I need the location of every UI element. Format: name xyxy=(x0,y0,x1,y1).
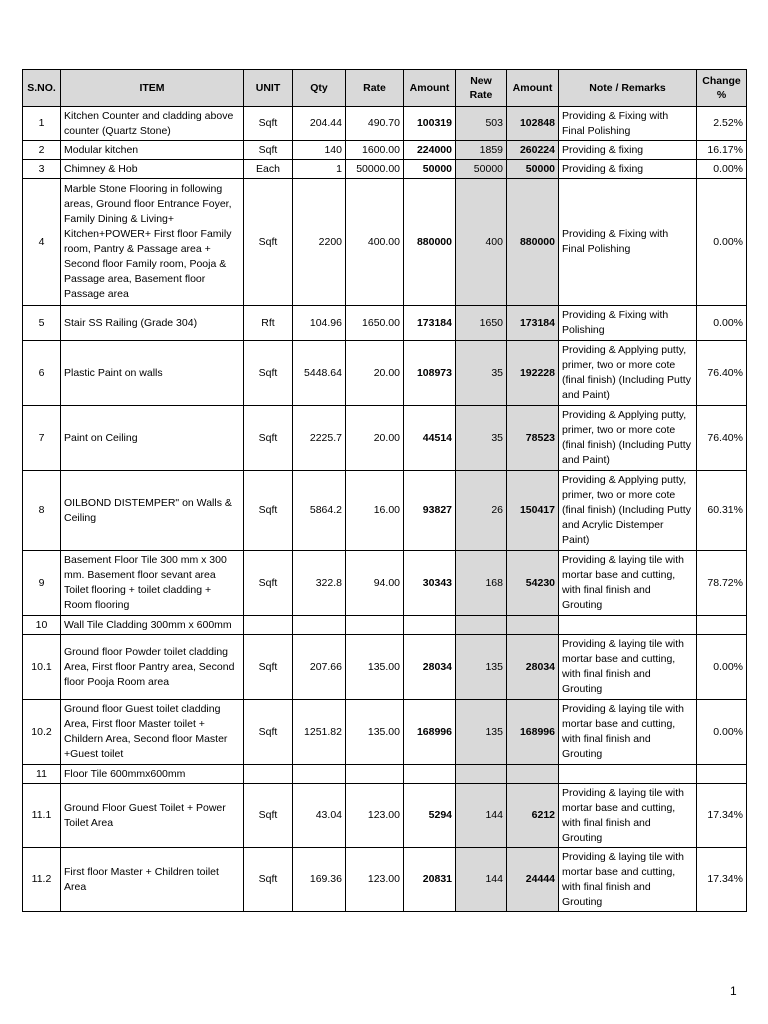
cell-sno: 4 xyxy=(23,179,61,306)
cell-rate: 123.00 xyxy=(346,784,404,848)
cell-unit: Sqft xyxy=(244,179,293,306)
cell-rate: 50000.00 xyxy=(346,160,404,179)
cell-item: Kitchen Counter and cladding above counter (Quartz Stone) xyxy=(61,107,244,141)
table-row xyxy=(23,107,747,141)
cell-new-rate xyxy=(456,765,507,784)
table-row xyxy=(23,179,747,306)
cell-change: 0.00% xyxy=(697,306,747,341)
cell-amount: 168996 xyxy=(404,700,456,765)
page-number: 1 xyxy=(730,984,737,998)
cell-change: 17.34% xyxy=(697,848,747,912)
cell-note: Providing & fixing xyxy=(559,141,697,160)
cell-change: 76.40% xyxy=(697,341,747,406)
cell-amount: 880000 xyxy=(404,179,456,306)
cell-rate: 1650.00 xyxy=(346,306,404,341)
cell-qty: 2200 xyxy=(293,179,346,306)
cell-change: 0.00% xyxy=(697,160,747,179)
cell-amount: 50000 xyxy=(404,160,456,179)
cell-unit: Sqft xyxy=(244,635,293,700)
cell-new-amount: 150417 xyxy=(507,471,559,551)
cell-rate: 20.00 xyxy=(346,406,404,471)
cell-unit: Sqft xyxy=(244,784,293,848)
cell-new-amount: 28034 xyxy=(507,635,559,700)
header-qty: Qty xyxy=(293,70,346,107)
cell-qty: 5448.64 xyxy=(293,341,346,406)
cell-sno: 2 xyxy=(23,141,61,160)
table-row xyxy=(23,635,747,700)
cell-rate xyxy=(346,616,404,635)
cell-new-rate: 144 xyxy=(456,784,507,848)
cell-change: 2.52% xyxy=(697,107,747,141)
cell-note: Providing & Applying putty, primer, two or more cote (final finish) (Including Putty and Paint) xyxy=(559,406,697,471)
cell-new-amount: 24444 xyxy=(507,848,559,912)
cell-note: Providing & Applying putty, primer, two or more cote (final finish) (Including Putty and Paint) xyxy=(559,341,697,406)
cell-rate: 490.70 xyxy=(346,107,404,141)
cell-unit: Sqft xyxy=(244,107,293,141)
cell-unit xyxy=(244,765,293,784)
cell-sno: 5 xyxy=(23,306,61,341)
cell-sno: 10.1 xyxy=(23,635,61,700)
cell-note: Providing & Fixing with Final Polishing xyxy=(559,107,697,141)
cell-amount: 20831 xyxy=(404,848,456,912)
table-row xyxy=(23,848,747,912)
cell-change: 16.17% xyxy=(697,141,747,160)
header-new-rate: New Rate xyxy=(456,70,507,107)
cell-note: Providing & laying tile with mortar base and cutting, with final finish and Grouting xyxy=(559,784,697,848)
cell-change xyxy=(697,616,747,635)
cell-sno: 3 xyxy=(23,160,61,179)
cell-item: OILBOND DISTEMPER" on Walls & Ceiling xyxy=(61,471,244,551)
header-rate: Rate xyxy=(346,70,404,107)
cell-qty: 140 xyxy=(293,141,346,160)
table-row xyxy=(23,551,747,616)
cell-new-amount: 54230 xyxy=(507,551,559,616)
cell-qty: 2225.7 xyxy=(293,406,346,471)
cell-new-amount xyxy=(507,765,559,784)
cell-note: Providing & laying tile with mortar base and cutting, with final finish and Grouting xyxy=(559,700,697,765)
cell-new-amount: 173184 xyxy=(507,306,559,341)
table-header xyxy=(23,70,747,107)
cell-qty: 1 xyxy=(293,160,346,179)
cell-new-amount: 102848 xyxy=(507,107,559,141)
cell-unit: Sqft xyxy=(244,700,293,765)
cell-qty: 1251.82 xyxy=(293,700,346,765)
cell-unit: Sqft xyxy=(244,471,293,551)
cell-note: Providing & laying tile with mortar base and cutting, with final finish and Grouting xyxy=(559,551,697,616)
cell-qty xyxy=(293,616,346,635)
cell-note: Providing & Applying putty, primer, two or more cote (final finish) (Including Putty and Acrylic Distemper Paint) xyxy=(559,471,697,551)
cell-sno: 9 xyxy=(23,551,61,616)
cell-amount xyxy=(404,616,456,635)
cell-change: 0.00% xyxy=(697,700,747,765)
cell-new-rate: 35 xyxy=(456,406,507,471)
cell-qty: 43.04 xyxy=(293,784,346,848)
cell-amount: 224000 xyxy=(404,141,456,160)
cell-amount: 108973 xyxy=(404,341,456,406)
cell-change: 17.34% xyxy=(697,784,747,848)
cell-item: Ground floor Powder toilet cladding Area, First floor Pantry area, Second floor Pooja Room area xyxy=(61,635,244,700)
cell-sno: 11.2 xyxy=(23,848,61,912)
cell-amount: 44514 xyxy=(404,406,456,471)
cell-rate: 20.00 xyxy=(346,341,404,406)
cell-new-amount: 880000 xyxy=(507,179,559,306)
cell-change: 60.31% xyxy=(697,471,747,551)
cell-item: Wall Tile Cladding 300mm x 600mm xyxy=(61,616,244,635)
table-row xyxy=(23,306,747,341)
table-row xyxy=(23,160,747,179)
cell-new-amount: 260224 xyxy=(507,141,559,160)
cell-new-rate: 503 xyxy=(456,107,507,141)
cell-item: Floor Tile 600mmx600mm xyxy=(61,765,244,784)
cell-sno: 10 xyxy=(23,616,61,635)
cell-qty xyxy=(293,765,346,784)
cell-item: Stair SS Railing (Grade 304) xyxy=(61,306,244,341)
cell-new-rate: 400 xyxy=(456,179,507,306)
cell-qty: 207.66 xyxy=(293,635,346,700)
cell-new-rate xyxy=(456,616,507,635)
cell-new-rate: 35 xyxy=(456,341,507,406)
cell-qty: 5864.2 xyxy=(293,471,346,551)
cell-rate: 16.00 xyxy=(346,471,404,551)
cell-amount: 5294 xyxy=(404,784,456,848)
cell-note xyxy=(559,765,697,784)
header-change: Change % xyxy=(697,70,747,107)
cell-new-rate: 1650 xyxy=(456,306,507,341)
cell-new-rate: 1859 xyxy=(456,141,507,160)
cell-amount: 93827 xyxy=(404,471,456,551)
cell-item: Modular kitchen xyxy=(61,141,244,160)
cell-item: Ground floor Guest toilet cladding Area, First floor Master toilet + Childern Area, Second floor Master +Guest toilet xyxy=(61,700,244,765)
header-unit: UNIT xyxy=(244,70,293,107)
cell-new-rate: 168 xyxy=(456,551,507,616)
cell-amount: 173184 xyxy=(404,306,456,341)
table-row xyxy=(23,341,747,406)
header-note: Note / Remarks xyxy=(559,70,697,107)
cell-qty: 204.44 xyxy=(293,107,346,141)
cell-change: 0.00% xyxy=(697,179,747,306)
cell-unit xyxy=(244,616,293,635)
cell-new-amount: 6212 xyxy=(507,784,559,848)
cell-change: 76.40% xyxy=(697,406,747,471)
cell-amount xyxy=(404,765,456,784)
cell-qty: 169.36 xyxy=(293,848,346,912)
cell-rate: 1600.00 xyxy=(346,141,404,160)
cell-rate: 400.00 xyxy=(346,179,404,306)
cell-sno: 11 xyxy=(23,765,61,784)
cell-rate: 94.00 xyxy=(346,551,404,616)
cell-new-rate: 26 xyxy=(456,471,507,551)
cell-new-amount: 78523 xyxy=(507,406,559,471)
cell-sno: 7 xyxy=(23,406,61,471)
cell-qty: 104.96 xyxy=(293,306,346,341)
cell-unit: Sqft xyxy=(244,551,293,616)
cell-new-amount xyxy=(507,616,559,635)
cell-new-amount: 192228 xyxy=(507,341,559,406)
cell-new-rate: 135 xyxy=(456,635,507,700)
cell-rate xyxy=(346,765,404,784)
cell-note: Providing & laying tile with mortar base and cutting, with final finish and Grouting xyxy=(559,848,697,912)
table-body xyxy=(23,107,747,912)
cell-new-rate: 135 xyxy=(456,700,507,765)
cell-qty: 322.8 xyxy=(293,551,346,616)
cell-change: 0.00% xyxy=(697,635,747,700)
cell-unit: Sqft xyxy=(244,341,293,406)
cell-new-rate: 50000 xyxy=(456,160,507,179)
cell-amount: 100319 xyxy=(404,107,456,141)
cell-unit: Sqft xyxy=(244,406,293,471)
header-item: ITEM xyxy=(61,70,244,107)
cell-sno: 6 xyxy=(23,341,61,406)
cell-unit: Sqft xyxy=(244,141,293,160)
cell-rate: 123.00 xyxy=(346,848,404,912)
cell-item: Basement Floor Tile 300 mm x 300 mm. Basement floor sevant area Toilet flooring + toilet cladding + Room flooring xyxy=(61,551,244,616)
cell-new-rate: 144 xyxy=(456,848,507,912)
cell-item: Ground Floor Guest Toilet + Power Toilet Area xyxy=(61,784,244,848)
cell-change xyxy=(697,765,747,784)
cell-new-amount: 168996 xyxy=(507,700,559,765)
cell-rate: 135.00 xyxy=(346,635,404,700)
table-row xyxy=(23,471,747,551)
cell-unit: Each xyxy=(244,160,293,179)
header-new-amount: Amount xyxy=(507,70,559,107)
table-row xyxy=(23,141,747,160)
cell-item: Paint on Ceiling xyxy=(61,406,244,471)
cell-note: Providing & fixing xyxy=(559,160,697,179)
cell-sno: 11.1 xyxy=(23,784,61,848)
cell-note: Providing & Fixing with Final Polishing xyxy=(559,179,697,306)
table-row xyxy=(23,700,747,765)
cell-new-amount: 50000 xyxy=(507,160,559,179)
cell-note xyxy=(559,616,697,635)
cell-item: Marble Stone Flooring in following areas, Ground floor Entrance Foyer, Family Dining & Living+ Kitchen+POWER+ First floor Family room, Pantry & Passage area + Second floor Family room, Pooja & Passage area, Basement floor Passage area xyxy=(61,179,244,306)
cell-item: First floor Master + Children toilet Area xyxy=(61,848,244,912)
table-row xyxy=(23,784,747,848)
cell-change: 78.72% xyxy=(697,551,747,616)
cell-sno: 8 xyxy=(23,471,61,551)
boq-table xyxy=(22,69,747,912)
cell-note: Providing & Fixing with Polishing xyxy=(559,306,697,341)
cell-rate: 135.00 xyxy=(346,700,404,765)
table-row xyxy=(23,406,747,471)
cell-item: Plastic Paint on walls xyxy=(61,341,244,406)
cell-note: Providing & laying tile with mortar base and cutting, with final finish and Grouting xyxy=(559,635,697,700)
cell-sno: 10.2 xyxy=(23,700,61,765)
cell-item: Chimney & Hob xyxy=(61,160,244,179)
table-row xyxy=(23,616,747,635)
cell-unit: Sqft xyxy=(244,848,293,912)
cell-amount: 30343 xyxy=(404,551,456,616)
header-sno: S.NO. xyxy=(23,70,61,107)
table-row xyxy=(23,765,747,784)
cell-sno: 1 xyxy=(23,107,61,141)
cell-amount: 28034 xyxy=(404,635,456,700)
header-amount: Amount xyxy=(404,70,456,107)
cell-unit: Rft xyxy=(244,306,293,341)
